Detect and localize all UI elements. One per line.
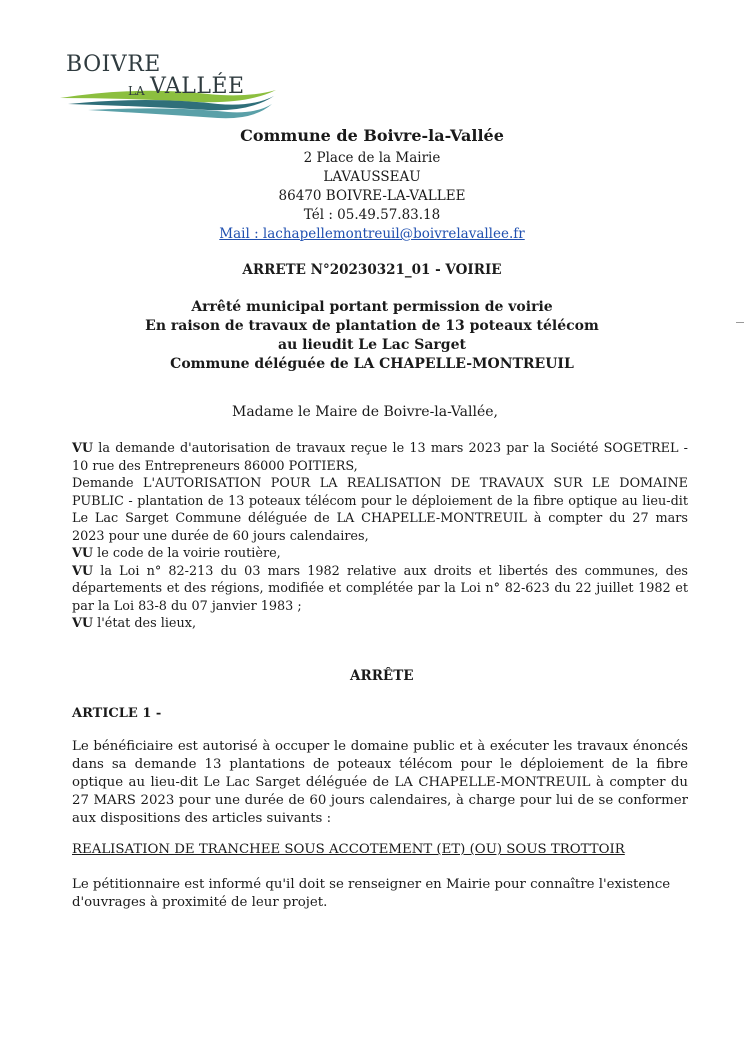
- arrete-heading: ARRÊTE: [350, 668, 414, 684]
- trench-subheading: REALISATION DE TRANCHEE SOUS ACCOTEMENT (ET) (OU) SOUS TROTTOIR: [72, 842, 625, 857]
- page-edge-mark: [736, 322, 744, 323]
- vu-keyword: VU: [72, 563, 94, 579]
- vu-considerations: [72, 440, 688, 633]
- vu-keyword: VU: [72, 441, 94, 456]
- subject-line-1: Arrêté municipal portant permission de voirie: [191, 299, 553, 315]
- vu-text: la demande d'autorisation de travaux reçue le 13 mars 2023 par la Société SOGETREL - 10 rue des Entrepreneurs 86000 POITIERS,: [72, 441, 688, 474]
- arrete-subject: [120, 298, 624, 374]
- logo-text-la: LA: [128, 84, 145, 98]
- letterhead: [150, 126, 594, 244]
- vu-paragraph-4: [72, 563, 688, 616]
- vu-paragraph-3: [72, 545, 688, 563]
- logo-text-boivre: BOIVRE: [66, 52, 161, 77]
- mail-link[interactable]: Mail : lachapellemontreuil@boivrelavallee.fr: [219, 226, 525, 242]
- vu-paragraph-1: [72, 440, 688, 475]
- arrete-number: ARRETE N°20230321_01 - VOIRIE: [242, 262, 502, 278]
- salutation: Madame le Maire de Boivre-la-Vallée,: [232, 404, 498, 420]
- commune-logo: [58, 50, 280, 130]
- subject-line-2: En raison de travaux de plantation de 13 poteaux télécom: [145, 318, 599, 334]
- vu-keyword: VU: [72, 546, 94, 561]
- subject-line-3: au lieudit Le Lac Sarget: [278, 337, 466, 353]
- commune-name: Commune de Boivre-la-Vallée: [240, 126, 504, 145]
- phone-number: Tél : 05.49.57.83.18: [303, 207, 441, 223]
- petitioner-info: Le pétitionnaire est informé qu'il doit se renseigner en Mairie pour connaître l'existence d'ouvrages à proximité de leur projet.: [72, 877, 671, 910]
- demande-paragraph: Demande L'AUTORISATION POUR LA REALISATION DE TRAVAUX SUR LE DOMAINE PUBLIC - plantation de 13 poteaux télécom pour le déploiement de la fibre optique au lieu-dit Le Lac Sarget Commune déléguée de LA CHAPELLE-MONTREUIL à compter du 27 mars 2023 pour une durée de 60 jours calendaires,: [72, 476, 688, 544]
- vu-keyword: VU: [72, 616, 94, 631]
- vu-text: le code de la voirie routière,: [93, 546, 281, 561]
- address-line-2: LAVAUSSEAU: [323, 169, 421, 185]
- article-1-heading: ARTICLE 1 -: [72, 706, 162, 721]
- subject-line-4: Commune déléguée de LA CHAPELLE-MONTREUIL: [170, 356, 574, 372]
- vu-paragraph-5: [72, 615, 688, 633]
- address-line-3: 86470 BOIVRE-LA-VALLEE: [278, 188, 466, 204]
- address-line-1: 2 Place de la Mairie: [303, 150, 441, 166]
- vu-text: l'état des lieux,: [93, 616, 197, 631]
- article-1-text: Le bénéficiaire est autorisé à occuper le domaine public et à exécuter les travaux énoncés dans sa demande 13 plantations de poteaux télécom pour le déploiement de la fibre optique au lieu-dit Le Lac Sarget déléguée de LA CHAPELLE-MONTREUIL à compter du 27 MARS 2023 pour une durée de 60 jours calendaires, à charge pour lui de se conformer aux dispositions des articles suivants :: [72, 739, 688, 826]
- logo-text-vallee: VALLÉE: [150, 74, 245, 99]
- vu-text: la Loi n° 82-213 du 03 mars 1982 relative aux droits et libertés des communes, des départements et des régions, modifiée et complétée par la Loi n° 82-623 du 22 juillet 1982 et par la Loi 83-8 du 07 janvier 1983 ;: [72, 563, 688, 614]
